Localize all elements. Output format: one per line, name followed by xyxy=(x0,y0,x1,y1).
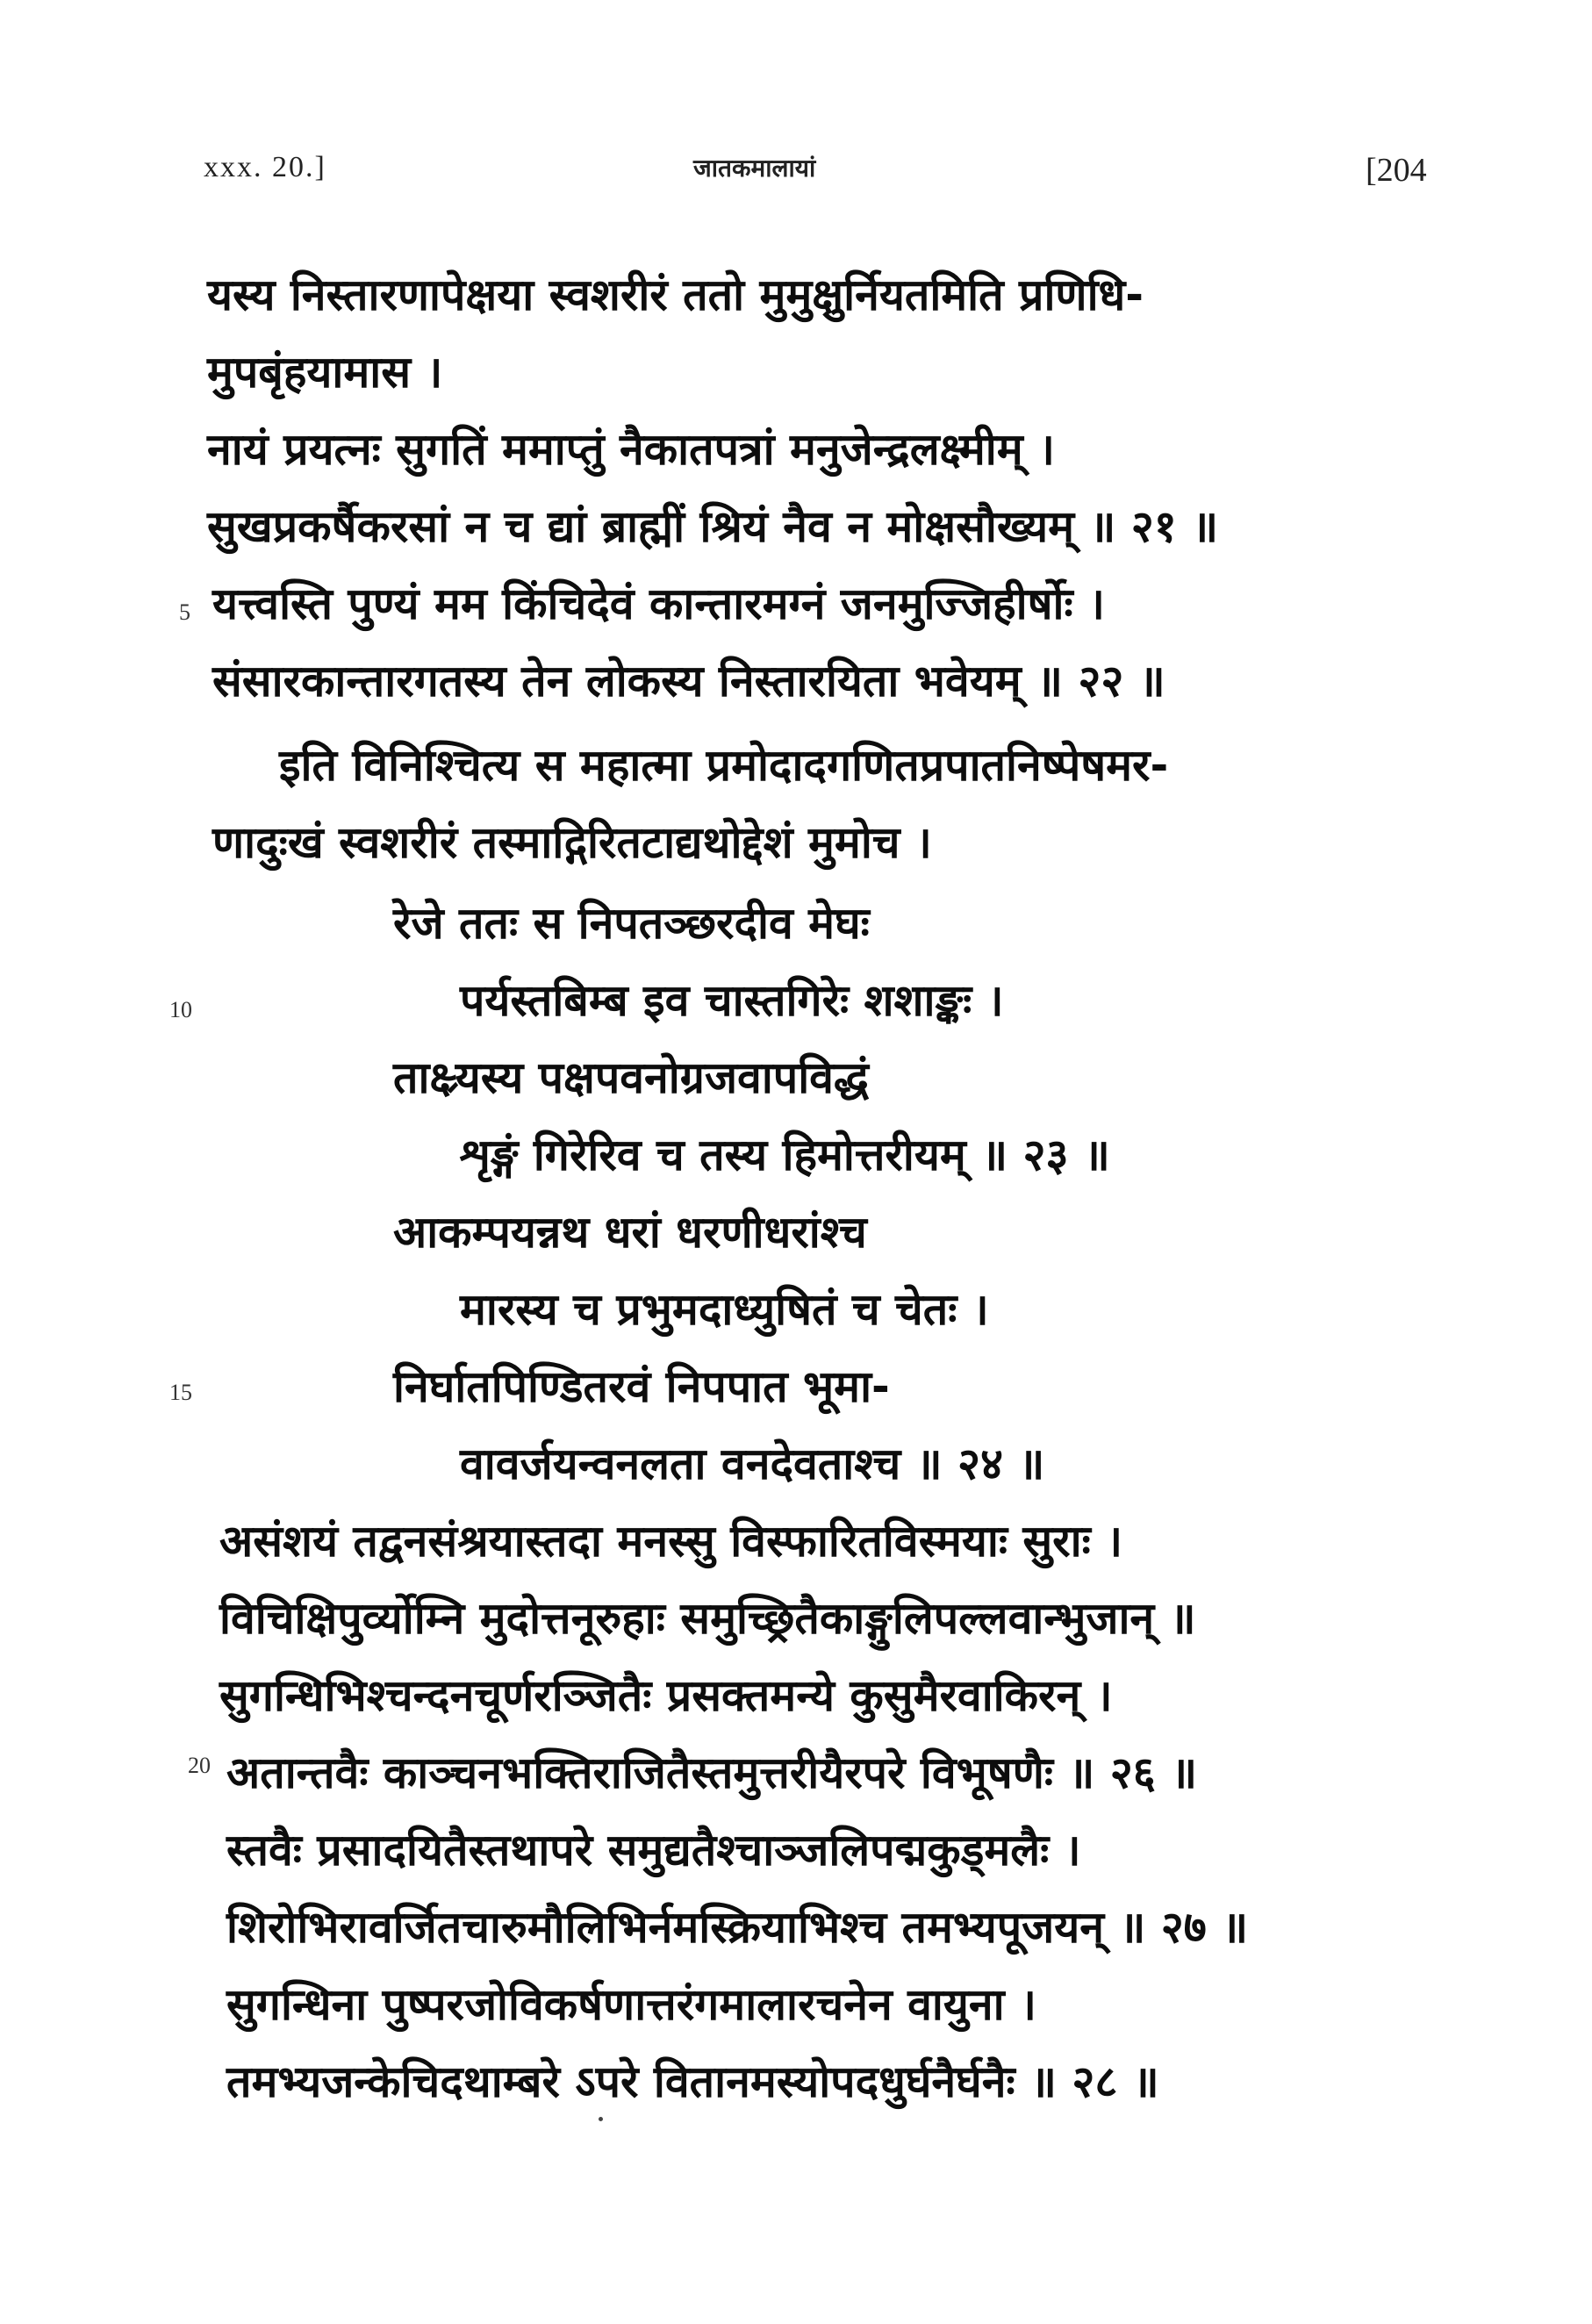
verse-line: सुखप्रकर्षैकरसां न च द्यां ब्राह्मीं श्रियं नैव न मोक्षसौख्यम् ॥ २१ ॥ xyxy=(207,501,1219,552)
verse-line: नायं प्रयत्नः सुगतिं ममाप्तुं नैकातपत्रां मनुजेन्द्रलक्ष्मीम् । xyxy=(207,424,1055,475)
running-header-title: जातकमालायां xyxy=(693,154,816,183)
verse-line: सुगन्धिभिश्चन्दनचूर्णरञ्जितैः प्रसक्तमन्ये कुसुमैरवाकिरन् । xyxy=(219,1670,1113,1721)
text-line: इति विनिश्चित्य स महात्मा प्रमोदादगणितप्रपातनिष्पेषमर- xyxy=(279,740,1169,791)
verse-line: विचिक्षिपुर्व्योम्नि मुदोत्तनूरुहाः समुच्छ्रितैकाङ्गुलिपल्लवान्भुजान् ॥ xyxy=(219,1593,1196,1644)
line-number: 10 xyxy=(169,997,192,1022)
line-number: 5 xyxy=(179,599,190,625)
verse-line: निर्घातपिण्डितरवं निपपात भूमा- xyxy=(393,1361,890,1412)
verse-line: ताक्ष्र्यस्य पक्षपवनोग्रजवापविद्धं xyxy=(393,1052,869,1103)
verse-line: शृङ्गं गिरेरिव च तस्य हिमोत्तरीयम् ॥ २३ ॥ xyxy=(460,1130,1110,1180)
verse-line: संसारकान्तारगतस्य तेन लोकस्य निस्तारयिता भवेयम् ॥ २२ ॥ xyxy=(212,656,1165,707)
verse-line: स्तवैः प्रसादयितैस्तथापरे समुद्यतैश्चाञ्जलिपद्मकुड्मलैः । xyxy=(226,1825,1081,1876)
line-number: 20 xyxy=(188,1753,211,1778)
text-line: णादुःखं स्वशरीरं तस्माद्गिरितटाद्यथोद्देशं मुमोच । xyxy=(212,817,932,868)
verse-line: वावर्जयन्वनलता वनदेवताश्च ॥ २४ ॥ xyxy=(460,1438,1045,1489)
running-header-left: xxx. 20.] xyxy=(204,151,326,183)
verse-line: रेजे ततः स निपतञ्छरदीव मेघः xyxy=(393,898,870,949)
page-number: [204 xyxy=(1366,152,1427,189)
ink-speck xyxy=(599,2117,603,2121)
verse-line: सुगन्धिना पुष्परजोविकर्षणात्तरंगमालारचनेन वायुना । xyxy=(226,1979,1036,2030)
verse-line: मारस्य च प्रभुमदाध्युषितं च चेतः । xyxy=(460,1284,989,1335)
verse-line: असंशयं तद्वनसंश्रयास्तदा मनस्सु विस्फारितविस्मयाः सुराः । xyxy=(219,1516,1123,1567)
verse-line: पर्यस्तबिम्ब इव चास्तगिरेः शशाङ्कः । xyxy=(460,975,1004,1026)
verse-line: शिरोभिरावर्जितचारुमौलिभिर्नमस्क्रियाभिश्च तमभ्यपूजयन् ॥ २७ ॥ xyxy=(226,1902,1249,1953)
verse-line: अतान्तवैः काञ्चनभक्तिराजितैस्तमुत्तरीयैरपरे विभूषणैः ॥ २६ ॥ xyxy=(226,1747,1198,1798)
verse-line: यत्त्वस्ति पुण्यं मम किंचिदेवं कान्तारमग्नं जनमुज्जिहीर्षोः । xyxy=(212,578,1105,629)
line-number: 15 xyxy=(169,1380,192,1405)
text-line: मुपबृंहयामास । xyxy=(207,347,443,398)
text-line: यस्य निस्तारणापेक्षया स्वशरीरं ततो मुमुक्षुर्नियतमिति प्रणिधि- xyxy=(207,269,1144,320)
verse-line: तमभ्यजन्केचिदथाम्बरे ऽपरे वितानमस्योपदधुर्घनैर्घनैः ॥ २८ ॥ xyxy=(226,2056,1159,2107)
verse-line: आकम्पयन्नथ धरां धरणीधरांश्च xyxy=(393,1207,867,1258)
